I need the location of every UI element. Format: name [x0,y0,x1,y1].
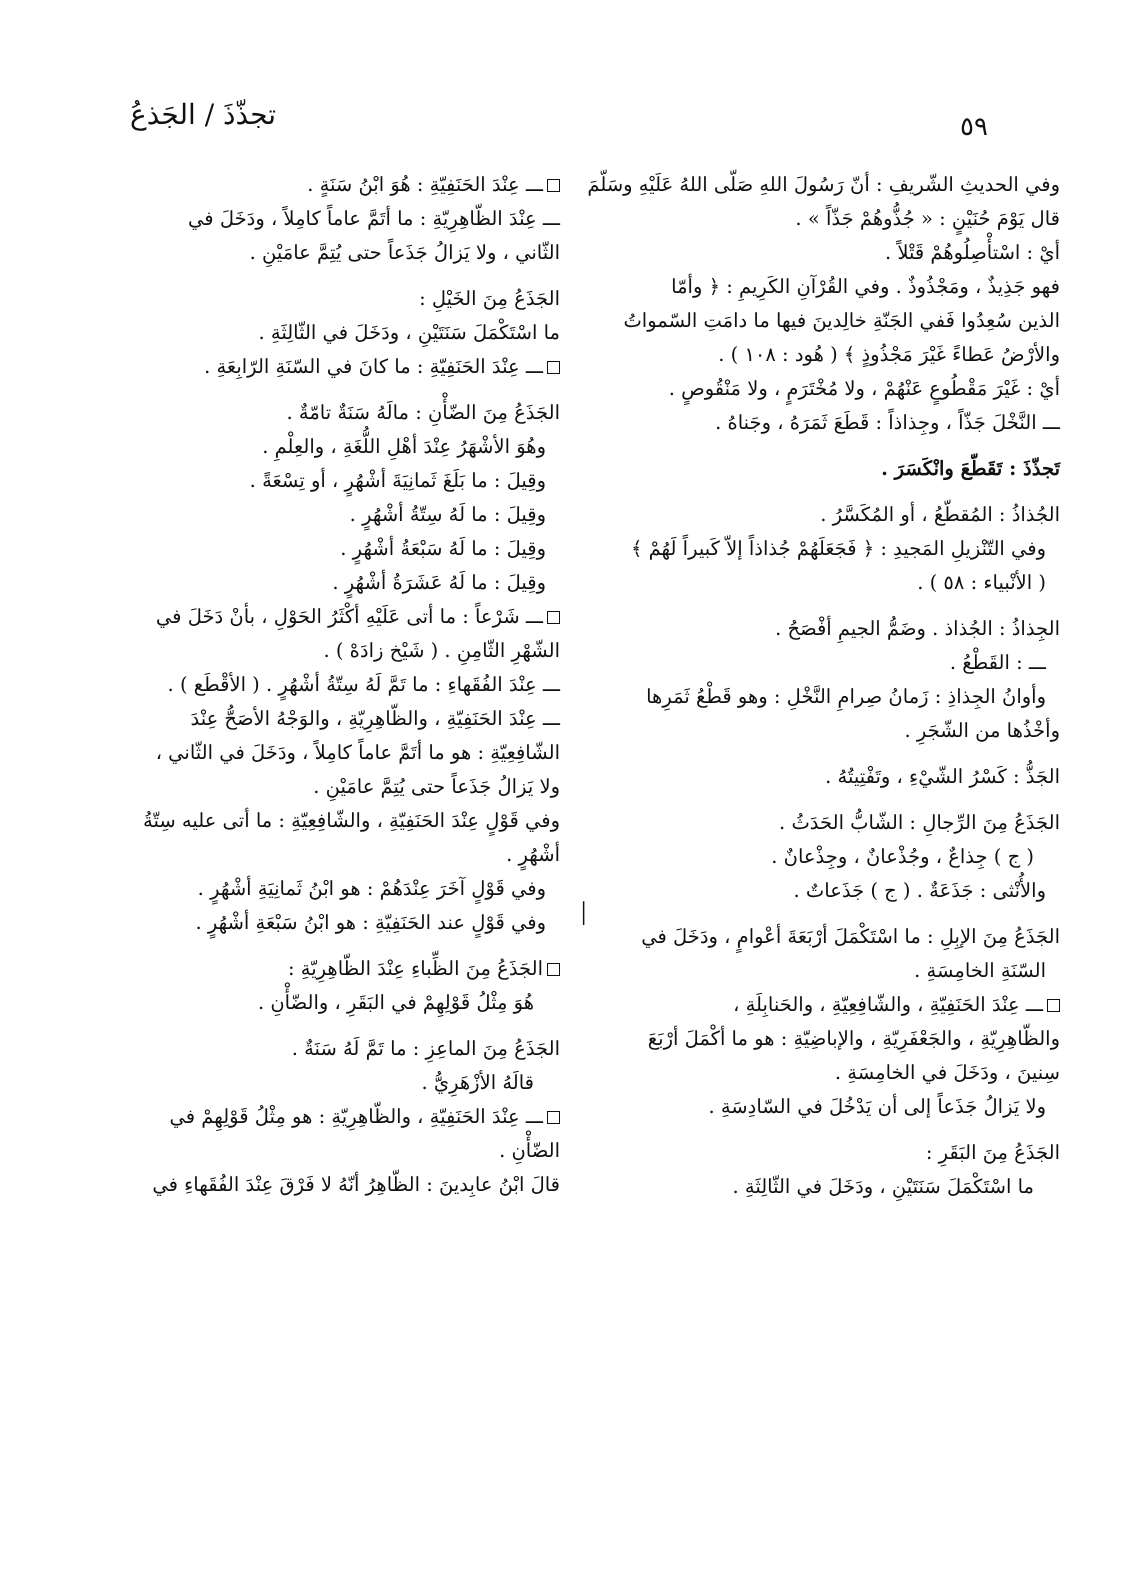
text-line: أيْ : اسْتأْصِلُوهُمْ قَتْلاً . [884,241,1060,264]
text-line: الضّأْنِ . [499,1139,560,1162]
text-line: ـــ عِنْدَ الحَنَفِيّةِ : ما كانَ في السّنَةِ الرّابِعَةِ . [204,355,543,378]
text-line: أيْ : غَيْرَ مَقْطُوعٍ عَنْهُمْ ، ولا مُخْتَرَمٍ ، ولا مَنْقُوصٍ . [668,377,1060,400]
text-line: وهُوَ الأشْهَرُ عِنْدَ أهْلِ اللُّغَةِ ، والعِلْمِ . [262,435,546,458]
entry-heading: الجِذاذُ : الجُذاذ . وضَمُّ الجيمِ أفْصَحُ . [775,617,1060,640]
text-line: وقِيلَ : ما بَلَغَ ثَمانِيَةَ أشْهُرٍ ، أو تِسْعَةً . [249,469,546,492]
text-line: ـــ النَّخْلَ جَذّاً ، وجِذاذاً : قَطَعَ ثَمَرَهُ ، وجَناهُ . [715,411,1060,434]
box-marker-icon [547,179,560,192]
text-line: أشْهُرٍ . [506,843,560,866]
text-line: ـــ عِنْدَ الحَنَفِيّةِ : هُوَ ابْنُ سَنَةٍ . [307,173,543,196]
text-line: سِنينَ ، ودَخَلَ في الخامِسَةِ . [834,1061,1060,1084]
box-marker-icon [547,963,560,976]
box-marker-icon [547,611,560,624]
text-line: وفي قَوْلٍ عِنْدَ الحَنَفِيّةِ ، والشّافِعِيّةِ : ما أتى عليه سِتّةُ [143,809,560,832]
text-line: الشّهْرِ الثّامِنِ . ( شَيْخ زادَهْ ) . [323,639,560,662]
text-line: ولا يَزالُ جَذَعاً إلى أن يَدْخُلَ في السّادِسَةِ . [708,1095,1046,1118]
text-line: ـــ عِنْدَ الحَنَفِيّةِ ، والظّاهِرِيّةِ ، والوَجْهُ الأصَحُّ عِنْدَ [190,707,560,730]
entry-heading: الجَذَعُ مِنَ الظِّباءِ عِنْدَ الظّاهِرِيّةِ : [288,957,543,980]
text-line: وقِيلَ : ما لَهُ سِتّةُ أشْهُرٍ . [349,503,546,526]
text-line: والظّاهِرِيّةِ ، والجَعْفَرِيّةِ ، والإباضِيّةِ : هو ما أكْمَلَ أرْبَعَ [647,1027,1060,1050]
entry-heading: الجَذَعُ مِنَ الضّأْنِ : مالَهُ سَنَةٌ تامّةٌ . [286,401,560,424]
entry-heading: الجَذُّ : كَسْرُ الشّيْءِ ، وتَفْتِيتُهُ . [825,765,1060,788]
entry-heading: الجَذَعُ مِنَ الرِّجالِ : الشّابُّ الحَدَثُ . [779,811,1060,834]
text-line: وقِيلَ : ما لَهُ سَبْعَةُ أشْهُرٍ . [340,537,546,560]
text-line: ( ج ) جِذاعٌ ، وجُذْعانٌ ، وجِذْعانٌ . [771,845,1034,868]
text-line: ما اسْتَكْمَلَ سَنَتَيْنِ ، ودَخَلَ في الثّالِثَةِ . [258,321,560,344]
text-line: الذين سُعِدُوا فَفي الجَنّةِ خالِدينَ فيها ما دامَتِ السّمواتُ [623,309,1060,332]
entry-heading: الجُذاذُ : المُقطّعُ ، أو المُكَسَّرُ . [820,503,1060,526]
text-line: ـــ عِنْدَ الحَنَفِيّةِ ، والظّاهِرِيّةِ : هو مِثْلُ قَوْلِهِمْ في [169,1105,543,1128]
text-line: قالَهُ الأزْهَرِيُّ . [421,1071,534,1094]
text-line: ـــ عِنْدَ الحَنَفِيّةِ ، والشّافِعِيّةِ ، والحَنابِلَةِ ، [733,993,1043,1016]
left-column [105,168,560,1202]
entry-heading: الجَذَعُ مِنَ الخَيْلِ : [419,287,560,310]
text-line: ـــ عِنْدَ الظّاهِرِيّةِ : ما أتَمَّ عاماً كامِلاً ، ودَخَلَ في [188,207,560,230]
text-line: وأوانُ الجِذاذِ : زَمانُ صِرامِ النَّخْلِ : وهو قَطْعُ ثَمَرِها [646,685,1046,708]
text-line: فهو جَذِيذٌ ، ومَجْذُوذٌ . وفي القُرْآنِ الكَرِيمِ : ﴿ وأمّا [671,275,1060,298]
text-line: وفي قَوْلٍ آخَرَ عِنْدَهُمْ : هو ابْنُ ثَمانِيَةِ أشْهُرٍ . [197,877,546,900]
text-line: والأرْضُ عَطاءً غَيْرَ مَجْذُوذٍ ﴾ ( هُود : ١٠٨ ) . [718,343,1060,366]
text-line: وفي التّنْزيلِ المَجيدِ : ﴿ فَجَعَلَهُمْ جُذاذاً إلاّ كَبيراً لَهُمْ ﴾ [630,537,1046,560]
text-line: قال يَوْمَ حُنَيْنٍ : « جُذُّوهُمْ جَذّاً » . [795,207,1060,230]
text-line: وفي قَوْلٍ عند الحَنَفِيّةِ : هو ابْنُ سَبْعَةِ أشْهُرٍ . [195,911,546,934]
text-line: الشّافِعِيّةِ : هو ما أتَمَّ عاماً كامِلاً ، ودَخَلَ في الثّاني ، [155,741,560,764]
text-line: ما اسْتَكْمَلَ سَنَتَيْنِ ، ودَخَلَ في الثّالِثَةِ . [732,1175,1034,1198]
entry-heading: الجَذَعُ مِنَ الإبِلِ : ما اسْتَكْمَلَ أرْبَعَةَ أعْوامٍ ، ودَخَلَ في [641,925,1060,948]
entry-heading: تَجذّذَ : تَقَطّعَ وانْكَسَرَ . [881,457,1060,480]
entry-heading: الجَذَعُ مِنَ البَقَرِ : [925,1141,1060,1164]
text-line: السّنَةِ الخامِسَةِ . [914,959,1046,982]
right-column [587,168,1060,1204]
text-line: هُوَ مِثْلُ قَوْلِهِمْ في البَقَرِ ، والضّأْنِ . [257,991,534,1014]
text-line: ( الأنْبياء : ٥٨ ) . [917,571,1046,594]
text-line: والأُنْثى : جَذَعَةٌ . ( ج ) جَذَعاتٌ . [793,879,1046,902]
text-line: وفي الحديثِ الشّريفِ : أنّ رَسُولَ اللهِ صَلّى اللهُ عَلَيْهِ وسَلّمَ [587,173,1060,196]
box-marker-icon [1047,999,1060,1012]
page-number: ٥٩ [960,112,988,142]
text-line: ـــ شَرْعاً : ما أتى عَلَيْهِ أكْثَرُ الحَوْلِ ، بأنْ دَخَلَ في [155,605,543,628]
box-marker-icon [547,361,560,374]
text-line: ولا يَزالُ جَذَعاً حتى يُتِمَّ عامَيْنِ . [313,775,560,798]
running-header: تجذّذَ / الجَذعُ [130,98,277,131]
text-line: وقِيلَ : ما لَهُ عَشَرَةُ أشْهُرٍ . [332,571,546,594]
entry-heading: الجَذَعُ مِنَ الماعِزِ : ما تَمَّ لَهُ سَنَةٌ . [291,1037,560,1060]
text-line: قالَ ابْنُ عابِدينَ : الظّاهِرُ أنّهُ لا فَرْقَ عِنْدَ الفُقَهاءِ في [152,1173,560,1196]
text-line: ـــ : القَطْعُ . [949,651,1046,674]
text-line: وأخْذُها من الشّجَرِ . [904,719,1060,742]
text-line: ـــ عِنْدَ الفُقَهاءِ : ما تَمَّ لَهُ سِتّةُ أشْهُرٍ . ( الأقْطَع ) . [167,673,560,696]
text-line: الثّاني ، ولا يَزالُ جَذَعاً حتى يُتِمَّ عامَيْنِ . [249,241,560,264]
margin-mark: ׀ [578,902,590,926]
box-marker-icon [547,1111,560,1124]
